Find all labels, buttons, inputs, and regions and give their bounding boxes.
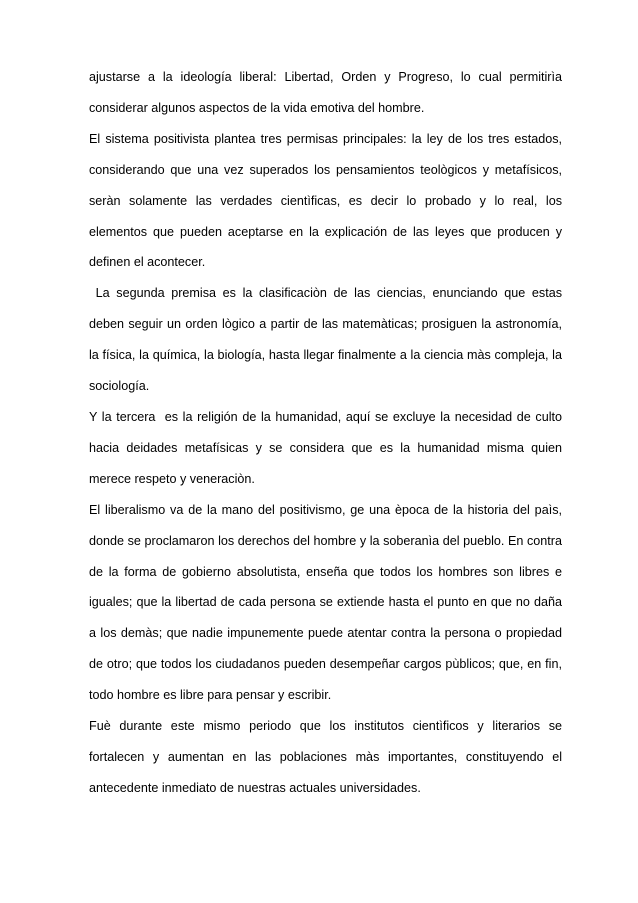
- paragraph-third-premise: Y la tercera es la religión de la humanidad, aquí se excluye la necesidad de culto hacia deidades metafísicas y se considera que es la humanidad misma quien merece respeto y veneraciòn.: [89, 409, 566, 486]
- document-page: [89, 62, 566, 804]
- paragraph-institutes: Fuè durante este mismo periodo que los institutos cientìficos y literarios se fortalecen y aumentan en las poblaciones màs importantes, constituyendo el antecedente inmediato de nuestras actuales universidades.: [89, 719, 562, 795]
- paragraph-liberalism: El liberalismo va de la mano del positivismo, ge una època de la historia del paìs, donde se proclamaron los derechos del hombre y la soberanìa del pueblo. En contra de la forma de gobierno absolutista, enseña que todos los hombres son libres e iguales; que la libertad de cada persona se extiende hasta el punto en que no daña a los demàs; que nadie impunemente puede atentar contra la persona o propiedad de otro; que todos los ciudadanos pueden desempeñar cargos pùblicos; que, en fin, todo hombre es libre para pensar y escribir.: [89, 502, 562, 703]
- paragraph-second-premise: La segunda premisa es la clasificaciòn de las ciencias, enunciando que estas deben seguir un orden lògico a partir de las matemàticas; prosiguen la astronomía, la física, la química, la biología, hasta llegar finalmente a la ciencia màs compleja, la sociología.: [89, 286, 566, 394]
- paragraph-intro-continuation: ajustarse a la ideología liberal: Libertad, Orden y Progreso, lo cual permitirìa considerar algunos aspectos de la vida emotiva del hombre.: [89, 70, 562, 115]
- paragraph-positivist-system: El sistema positivista plantea tres permisas principales: la ley de los tres estados, considerando que una vez superados los pensamientos teològicos y metafísicos, seràn solamente las verdades cientìficas, es decir lo probado y lo real, los elementos que pueden aceptarse en la explicación de las leyes que producen y definen el acontecer.: [89, 131, 562, 270]
